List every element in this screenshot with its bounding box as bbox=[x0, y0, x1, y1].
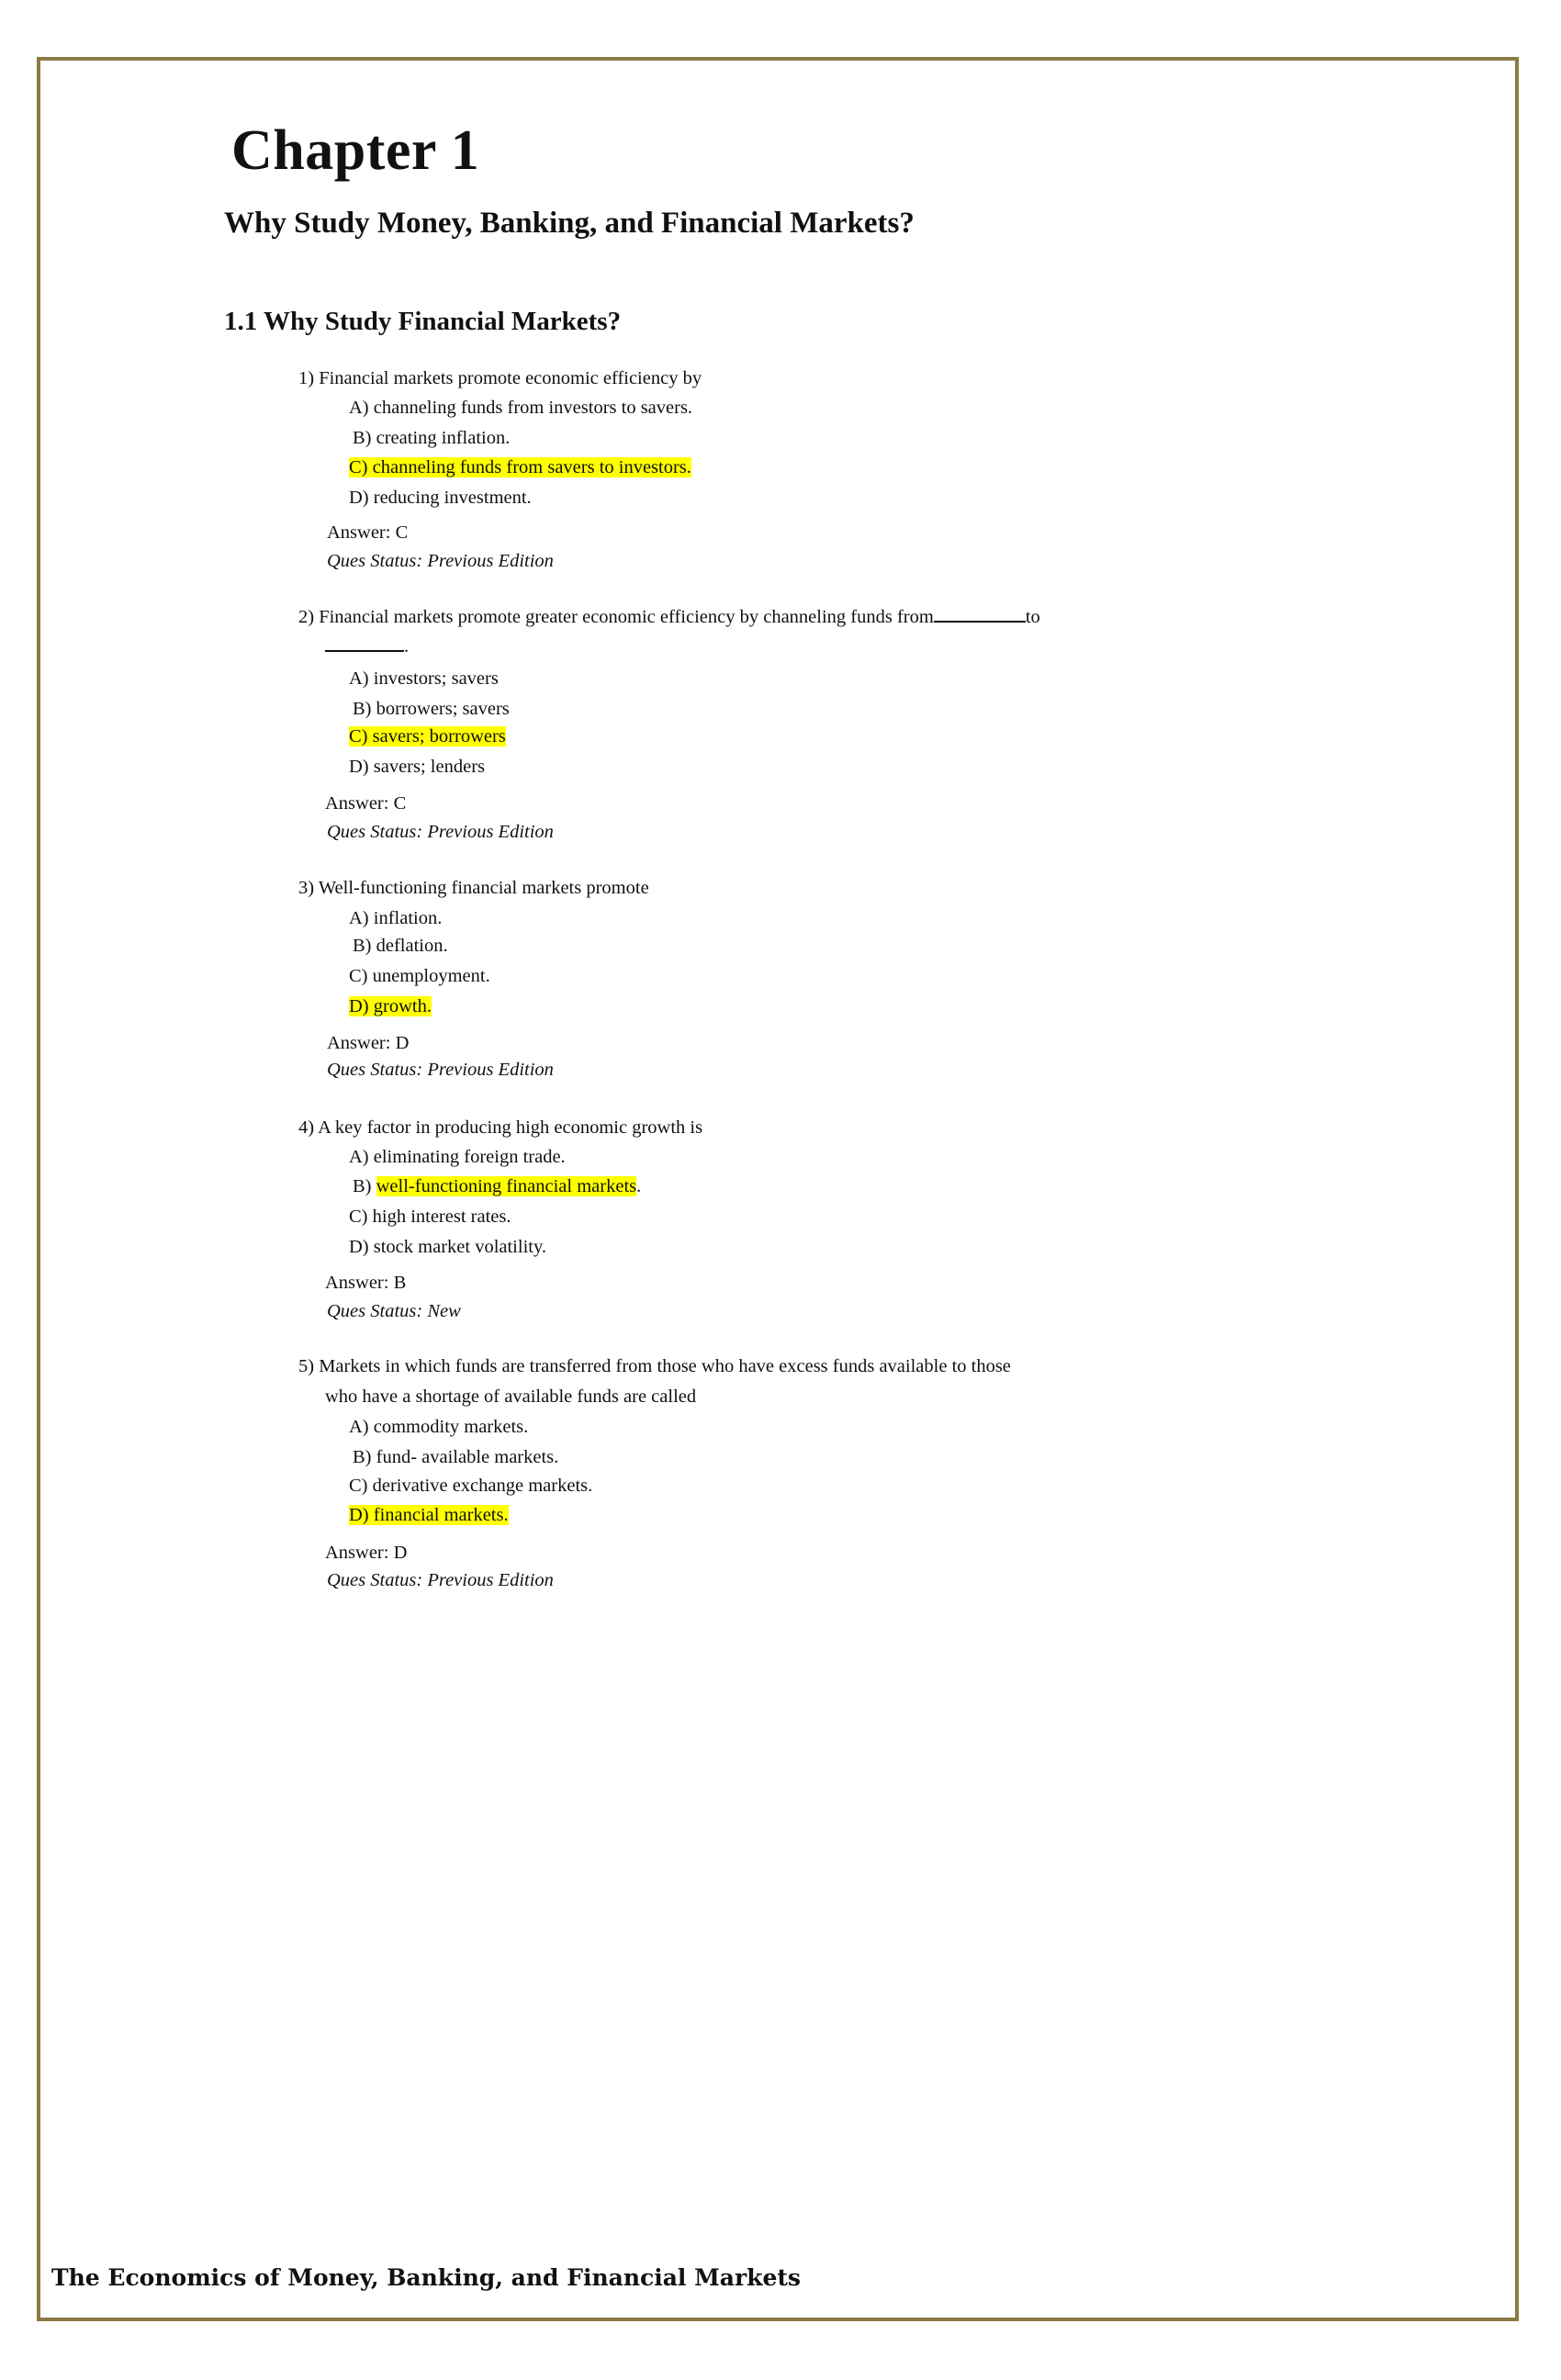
question-text-start: 2) Financial markets promote greater economic efficiency by channeling funds from bbox=[298, 607, 934, 627]
question-status: Ques Status: Previous Edition bbox=[327, 1570, 554, 1590]
highlighted-answer: well-functioning financial markets bbox=[376, 1176, 637, 1196]
option-a: A) eliminating foreign trade. bbox=[349, 1147, 566, 1167]
option-d bbox=[349, 1504, 509, 1527]
question-text-end: to bbox=[1025, 607, 1040, 627]
option-c: C) unemployment. bbox=[349, 966, 490, 986]
page-footer: The Economics of Money, Banking, and Financial Markets bbox=[51, 2264, 802, 2291]
option-b: B) deflation. bbox=[353, 936, 448, 956]
highlighted-answer: C) channeling funds from savers to investors. bbox=[349, 457, 691, 477]
option-d bbox=[349, 995, 432, 1018]
question-text: 5) Markets in which funds are transferred from those who have excess funds available to those bbox=[298, 1356, 1011, 1376]
fill-in-blank bbox=[934, 608, 1026, 623]
question-text-period: . bbox=[404, 636, 410, 657]
option-d: D) savers; lenders bbox=[349, 757, 486, 777]
option-a: A) channeling funds from investors to savers. bbox=[349, 398, 693, 418]
answer-line: Answer: B bbox=[325, 1273, 407, 1293]
question-status: Ques Status: New bbox=[327, 1301, 461, 1321]
highlighted-answer: C) savers; borrowers bbox=[349, 726, 506, 747]
question-text: 1) Financial markets promote economic efficiency by bbox=[298, 368, 702, 388]
chapter-subtitle: Why Study Money, Banking, and Financial Markets? bbox=[224, 207, 915, 240]
answer-line: Answer: D bbox=[325, 1543, 408, 1563]
chapter-title: Chapter 1 bbox=[231, 119, 480, 182]
question-text: 4) A key factor in producing high economic growth is bbox=[298, 1117, 703, 1138]
option-c: C) derivative exchange markets. bbox=[349, 1476, 593, 1496]
question-text-continuation bbox=[325, 635, 409, 658]
highlighted-answer: D) financial markets. bbox=[349, 1505, 509, 1525]
question-text: 3) Well-functioning financial markets promote bbox=[298, 878, 649, 898]
answer-line: Answer: C bbox=[325, 793, 407, 814]
question-status: Ques Status: Previous Edition bbox=[327, 1060, 554, 1080]
option-a: A) commodity markets. bbox=[349, 1417, 529, 1437]
fill-in-blank bbox=[325, 637, 404, 652]
highlighted-answer: D) growth. bbox=[349, 996, 432, 1016]
option-b: B) creating inflation. bbox=[353, 428, 511, 448]
option-c bbox=[349, 725, 506, 748]
option-c: C) high interest rates. bbox=[349, 1207, 511, 1227]
section-heading: 1.1 Why Study Financial Markets? bbox=[224, 307, 622, 336]
option-a: A) inflation. bbox=[349, 908, 443, 928]
page-border bbox=[37, 57, 1519, 2321]
option-a: A) investors; savers bbox=[349, 668, 499, 689]
option-c bbox=[349, 456, 691, 479]
option-b: B) borrowers; savers bbox=[353, 699, 510, 719]
option-d: D) reducing investment. bbox=[349, 488, 532, 508]
answer-line: Answer: C bbox=[327, 522, 409, 543]
answer-line: Answer: D bbox=[327, 1033, 410, 1053]
option-period: . bbox=[636, 1176, 642, 1196]
question-text bbox=[298, 606, 1040, 629]
question-status: Ques Status: Previous Edition bbox=[327, 822, 554, 842]
option-letter: B) bbox=[353, 1176, 372, 1196]
question-text-line2: who have a shortage of available funds are called bbox=[325, 1386, 697, 1407]
question-status: Ques Status: Previous Edition bbox=[327, 551, 554, 571]
option-b bbox=[353, 1175, 641, 1198]
option-d: D) stock market volatility. bbox=[349, 1237, 547, 1257]
option-b: B) fund- available markets. bbox=[353, 1447, 559, 1467]
